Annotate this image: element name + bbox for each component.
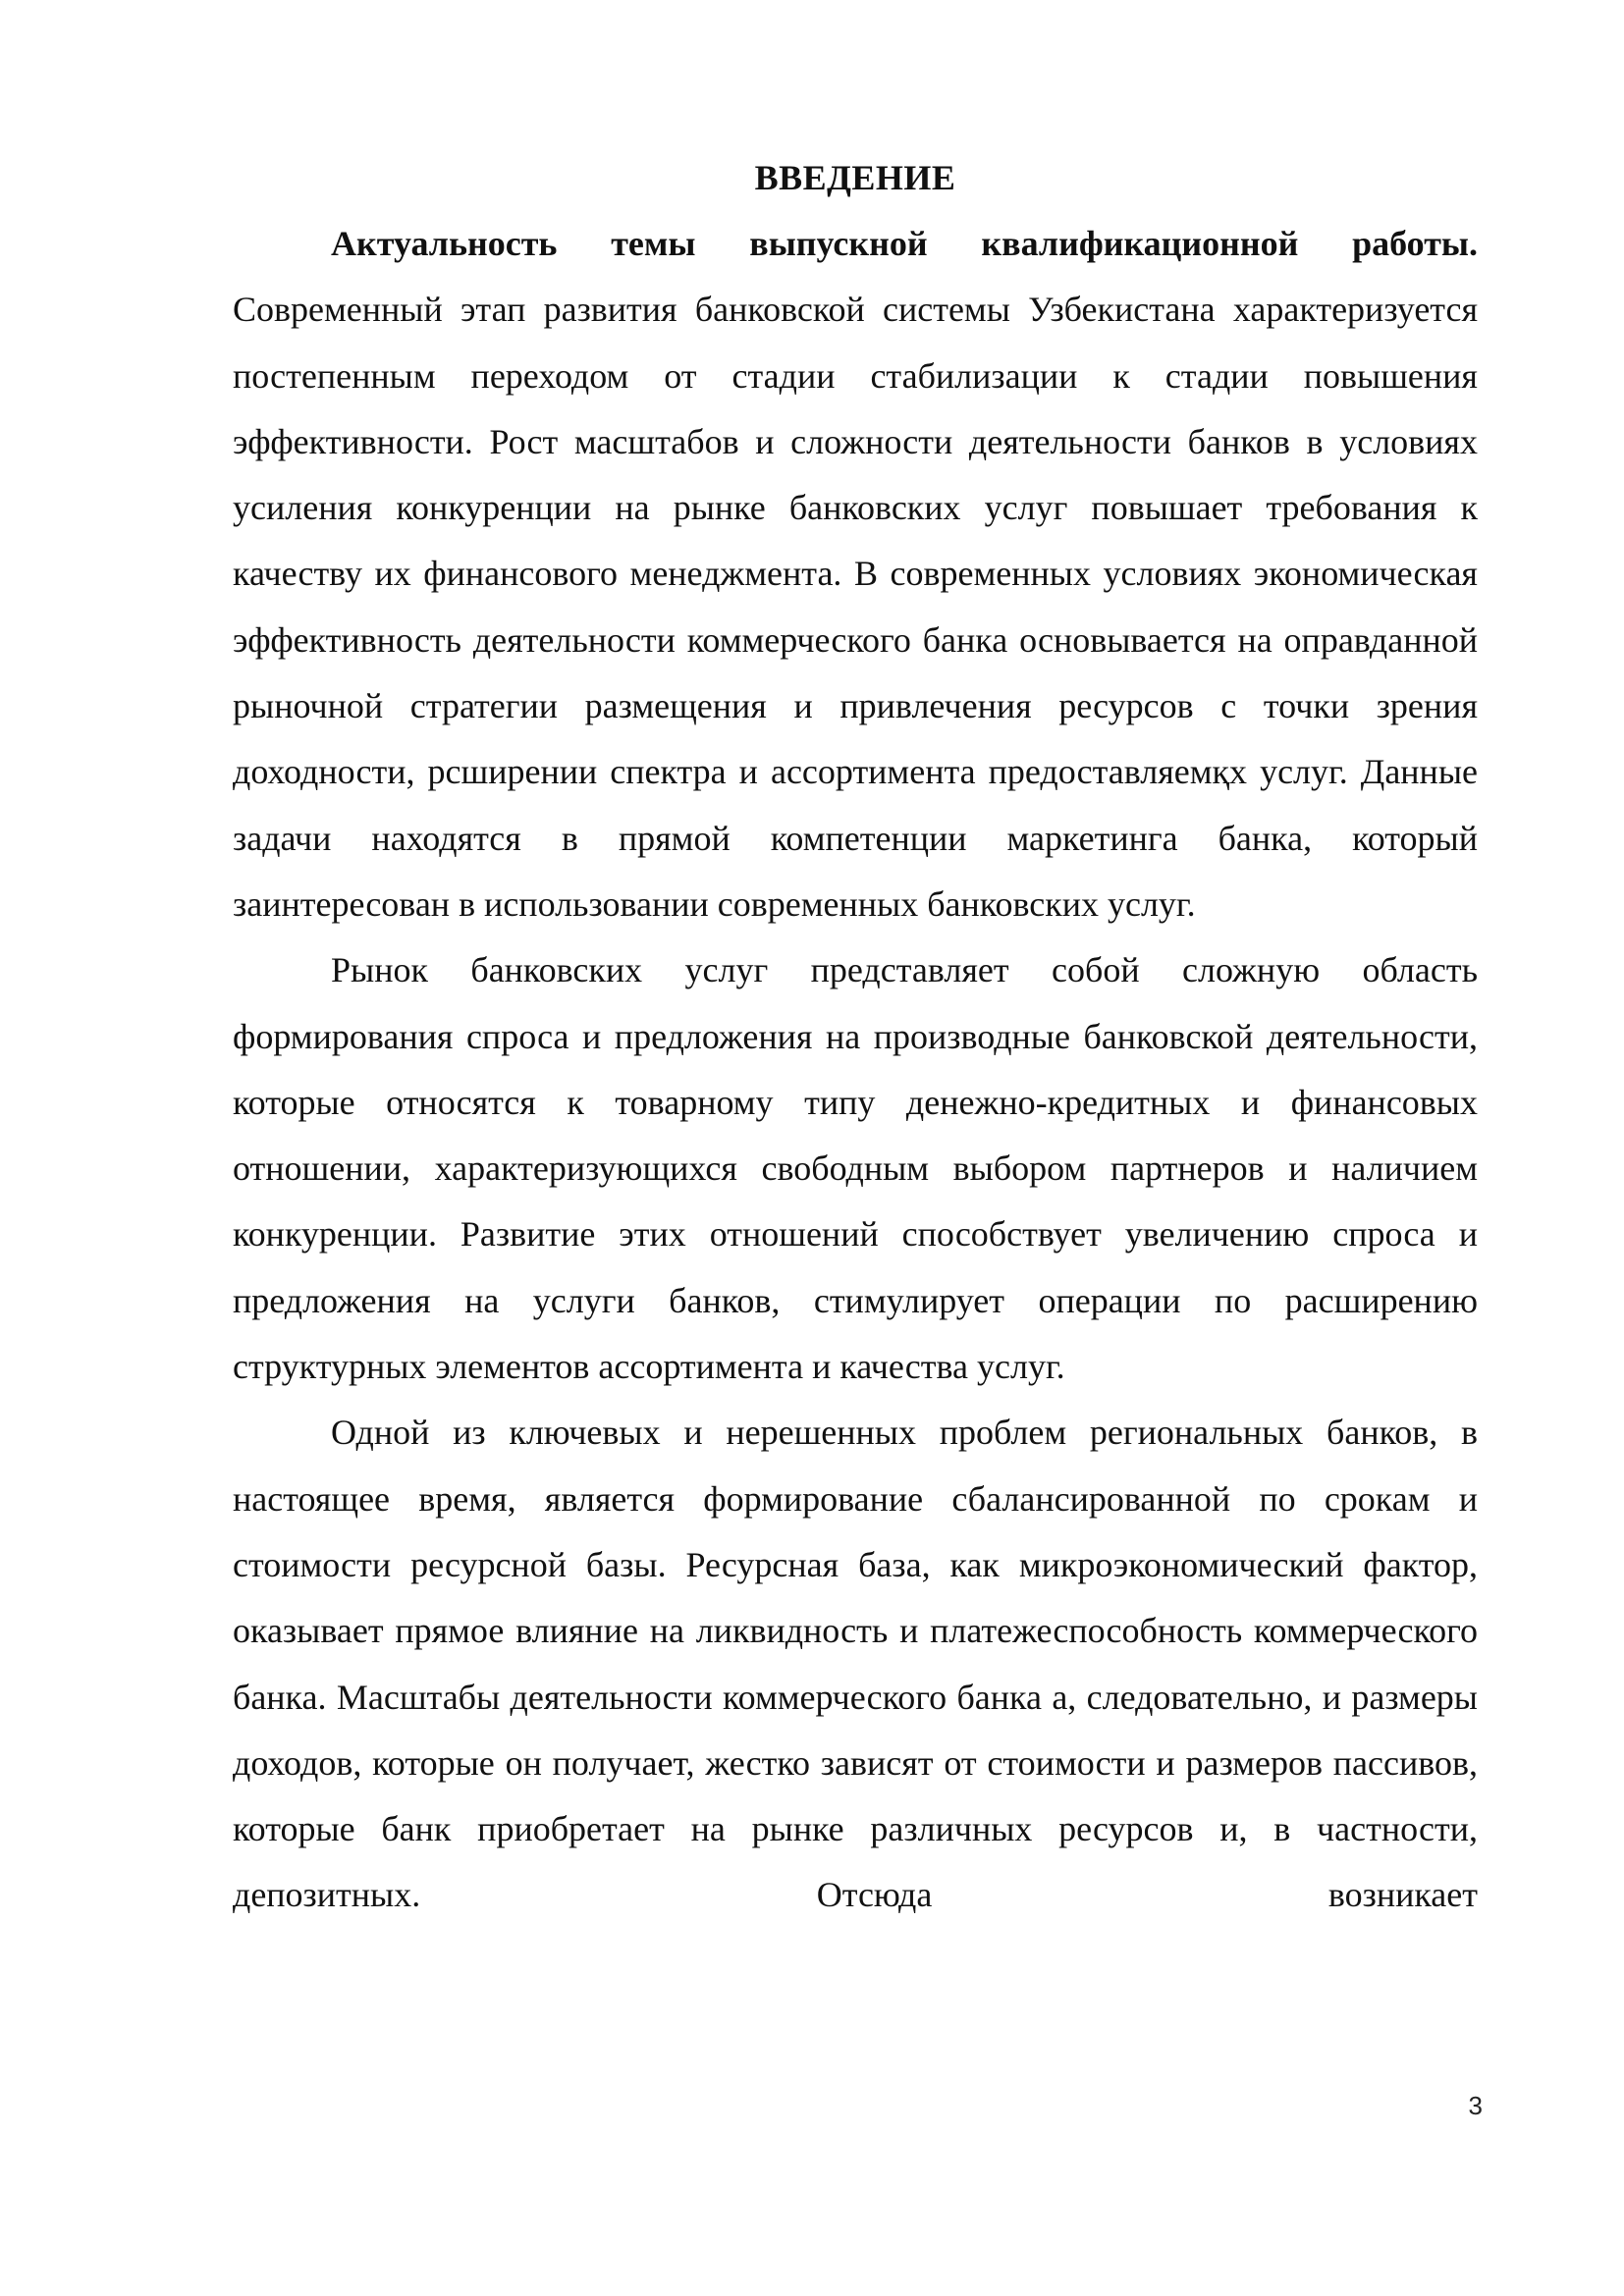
section-heading: ВВЕДЕНИЕ	[754, 158, 956, 197]
paragraph-banking-market: Рынок банковских услуг представляет собой сложную область формирования спроса и предложения на производные банковской деятельности, которые относятся к товарному типу денежно-кредитных и финансовых отношении, характеризующихся свободным выбором партнеров и наличием конкуренции. Развитие этих отношений способствует увеличению спроса и предложения на услуги банков, стимулирует операции по расширению структурных элементов ассортимента и качества услуг.	[233, 950, 1478, 1387]
page-content	[233, 145, 1478, 1929]
page-number: 3	[1468, 2091, 1483, 2120]
paragraph-text: Современный этап развития банковской системы Узбекистана характеризуется постепенным переходом от стадии стабилизации к стадии повышения эффективности. Рост масштабов и сложности деятельности банков в условиях усиления конкуренции на рынке банковских услуг повышает требования к качеству их финансового менеджмента. В современных условиях экономическая эффективность деятельности коммерческого банка основывается на оправданной рыночной стратегии размещения и привлечения ресурсов с точки зрения доходности, рсширении спектра и ассортимента предоставляемқх услуг. Данные задачи находятся в прямой компетенции маркетинга банка, который заинтересован в использовании современных банковских услуг.	[233, 290, 1478, 924]
paragraph-lead: Актуальность темы выпускной квалификационной работы.	[331, 224, 1478, 263]
paragraph-resource-base: Одной из ключевых и нерешенных проблем региональных банков, в настоящее время, является формирование сбалансированной по срокам и стоимости ресурсной базы. Ресурсная база, как микроэкономический фактор, оказывает прямое влияние на ликвидность и платежеспособность коммерческого банка. Масштабы деятельности коммерческого банка а, следовательно, и размеры доходов, которые он получает, жестко зависят от стоимости и размеров пассивов, которые банк приобретает на рынке различных ресурсов и, в частности, депозитных. Отсюда возникает	[233, 1413, 1478, 1915]
paragraph-relevance	[233, 211, 1478, 937]
